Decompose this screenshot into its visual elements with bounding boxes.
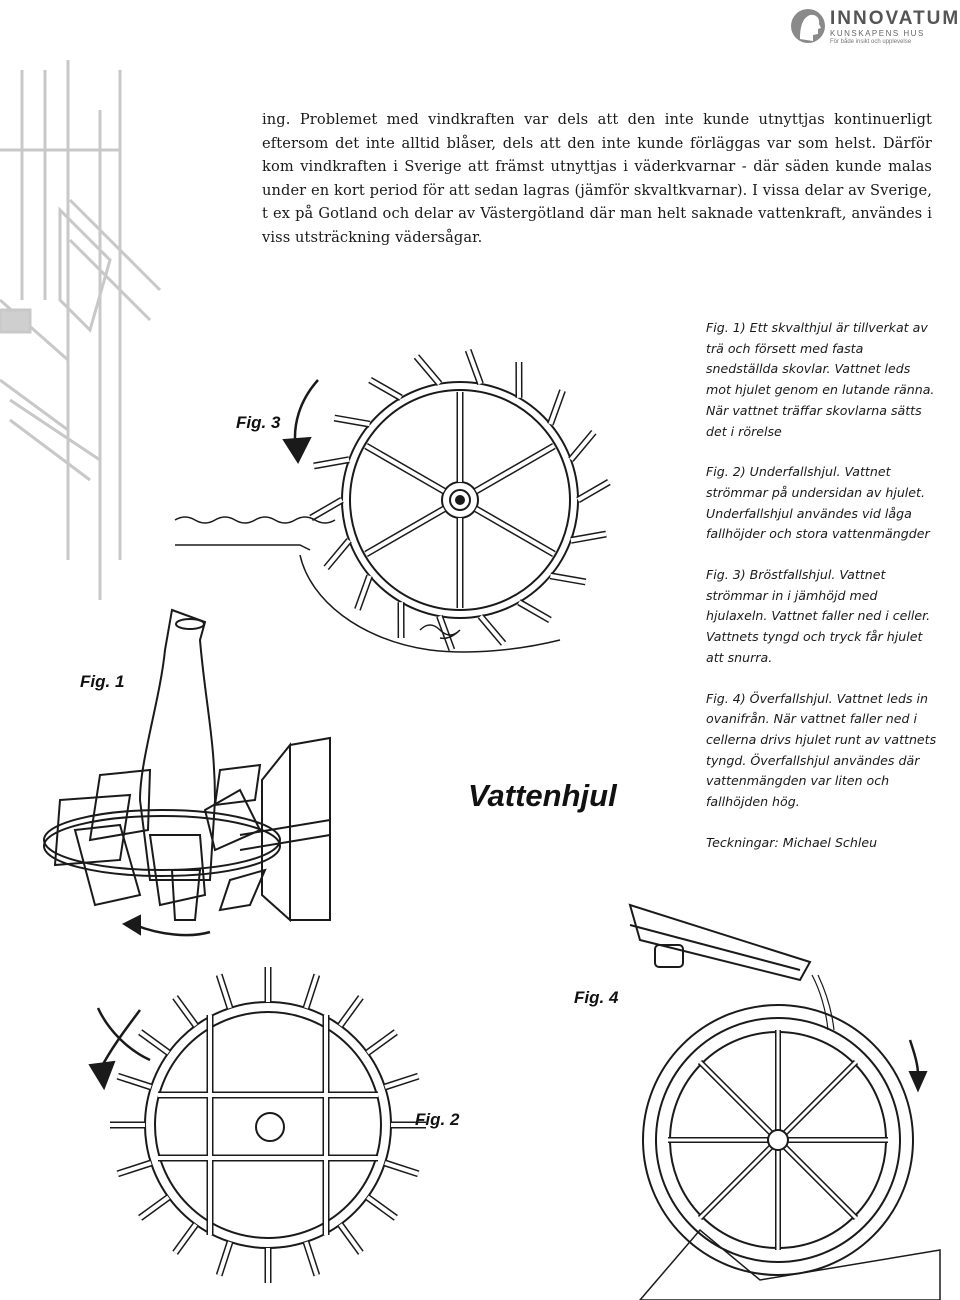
- wheel-paddle-fill: [140, 1197, 168, 1218]
- wheel-paddle-fill: [480, 616, 503, 643]
- faded-windmill-illustration: [0, 60, 160, 600]
- fig2-undershot-wheel: [90, 967, 426, 1283]
- wheel-paddle-fill: [306, 975, 317, 1008]
- wheel-paddle-fill: [326, 540, 349, 567]
- caption-fig4: Fig. 4) Överfallshjul. Vattnet leds in ovanifrån. När vattnet faller ned i cellerna drivs hjulet runt av vattnets tyngd. Överfallshjul användes där vattenmängden var liten och fallhöjden hög.: [706, 690, 937, 810]
- wheel-paddle-fill: [385, 1163, 418, 1174]
- wheel-paddle-fill: [357, 576, 369, 610]
- wheel-paddle-fill: [118, 1163, 151, 1174]
- fig2-label: Fig. 2: [415, 1110, 460, 1129]
- fig1-skvalthjul: [44, 610, 330, 935]
- wheel-paddle-fill: [370, 380, 401, 398]
- wheel-paddle-fill: [368, 1032, 396, 1053]
- wheel-paddle-fill: [311, 500, 342, 518]
- fig1-label: Fig. 1: [80, 672, 125, 691]
- caption-fig1: Fig. 1) Ett skvalthjul är tillverkat av trä och försett med fasta snedställda skovlar. Vattnet leds mot hjulet genom en lutande ränna. När vattnet träffar skovlarna sätts det i rörelse: [706, 320, 935, 439]
- intro-paragraph: [262, 108, 932, 250]
- wheel-paddle-fill: [385, 1076, 418, 1087]
- intro-text: ing. Problemet med vindkraften var dels att den inte kunde utnyttjas kontinuerligt eftersom det inte alltid blåser, dels att den inte kunde förläggas var som helst. Därför kom vindkraften i Sverige att främst utnyttjas i väderkvarnar - där säden kunde malas under en kort period för att sedan lagras (jämför skvaltkvarnar). I vissa delar av Sverige, t ex på Gotland och delar av Västergötland där man helt saknade vattenkraft, användes i viss utsträckning vädersågar.: [262, 111, 932, 246]
- fig3-label: Fig. 3: [236, 413, 281, 432]
- wheel-paddle-fill: [219, 975, 230, 1008]
- caption-fig2: Fig. 2) Underfallshjul. Vattnet strömmar på undersidan av hjulet. Underfallshjul användes vid låga fallhöjder och stora vattenmängder: [706, 464, 930, 542]
- wheel-paddle-fill: [306, 1242, 317, 1275]
- wheel-paddle-fill: [578, 482, 609, 500]
- wheel-paddle-fill: [468, 350, 480, 384]
- wheel-paddle-fill: [571, 432, 594, 459]
- wheel-paddle-fill: [340, 997, 361, 1025]
- wheel-paddle-fill: [440, 616, 452, 650]
- wheel-paddle-fill: [175, 997, 196, 1025]
- wheel-paddle-fill: [416, 356, 439, 383]
- fig3-breastshot-wheel: [175, 350, 609, 652]
- wheel-paddle-fill: [519, 602, 550, 620]
- logo-tagline: För både insikt och upplevelse: [830, 39, 912, 45]
- wheel-paddle-fill: [175, 1225, 196, 1253]
- fig4-overshot-wheel: [630, 905, 940, 1300]
- wheel-paddle-fill: [368, 1197, 396, 1218]
- page-title: Vattenhjul: [468, 778, 617, 813]
- logo-title: INNOVATUM: [830, 8, 960, 29]
- wheel-paddle-fill: [118, 1076, 151, 1087]
- wheel-paddle-fill: [140, 1032, 168, 1053]
- fig4-label: Fig. 4: [574, 988, 619, 1007]
- illustration-credit: Teckningar: Michael Schleu: [706, 834, 878, 850]
- figure-captions: [706, 318, 938, 873]
- wheel-paddle-fill: [219, 1242, 230, 1275]
- logo-subtitle: KUNSKAPENS HUS: [830, 29, 925, 38]
- wheel-paddle-fill: [550, 391, 562, 425]
- caption-fig3: Fig. 3) Bröstfallshjul. Vattnet strömmar in i jämhöjd med hjulaxeln. Vattnet faller ned i celler. Vattnets tyngd och tryck får hjulet att snurra.: [706, 567, 931, 665]
- wheel-paddle-fill: [340, 1225, 361, 1253]
